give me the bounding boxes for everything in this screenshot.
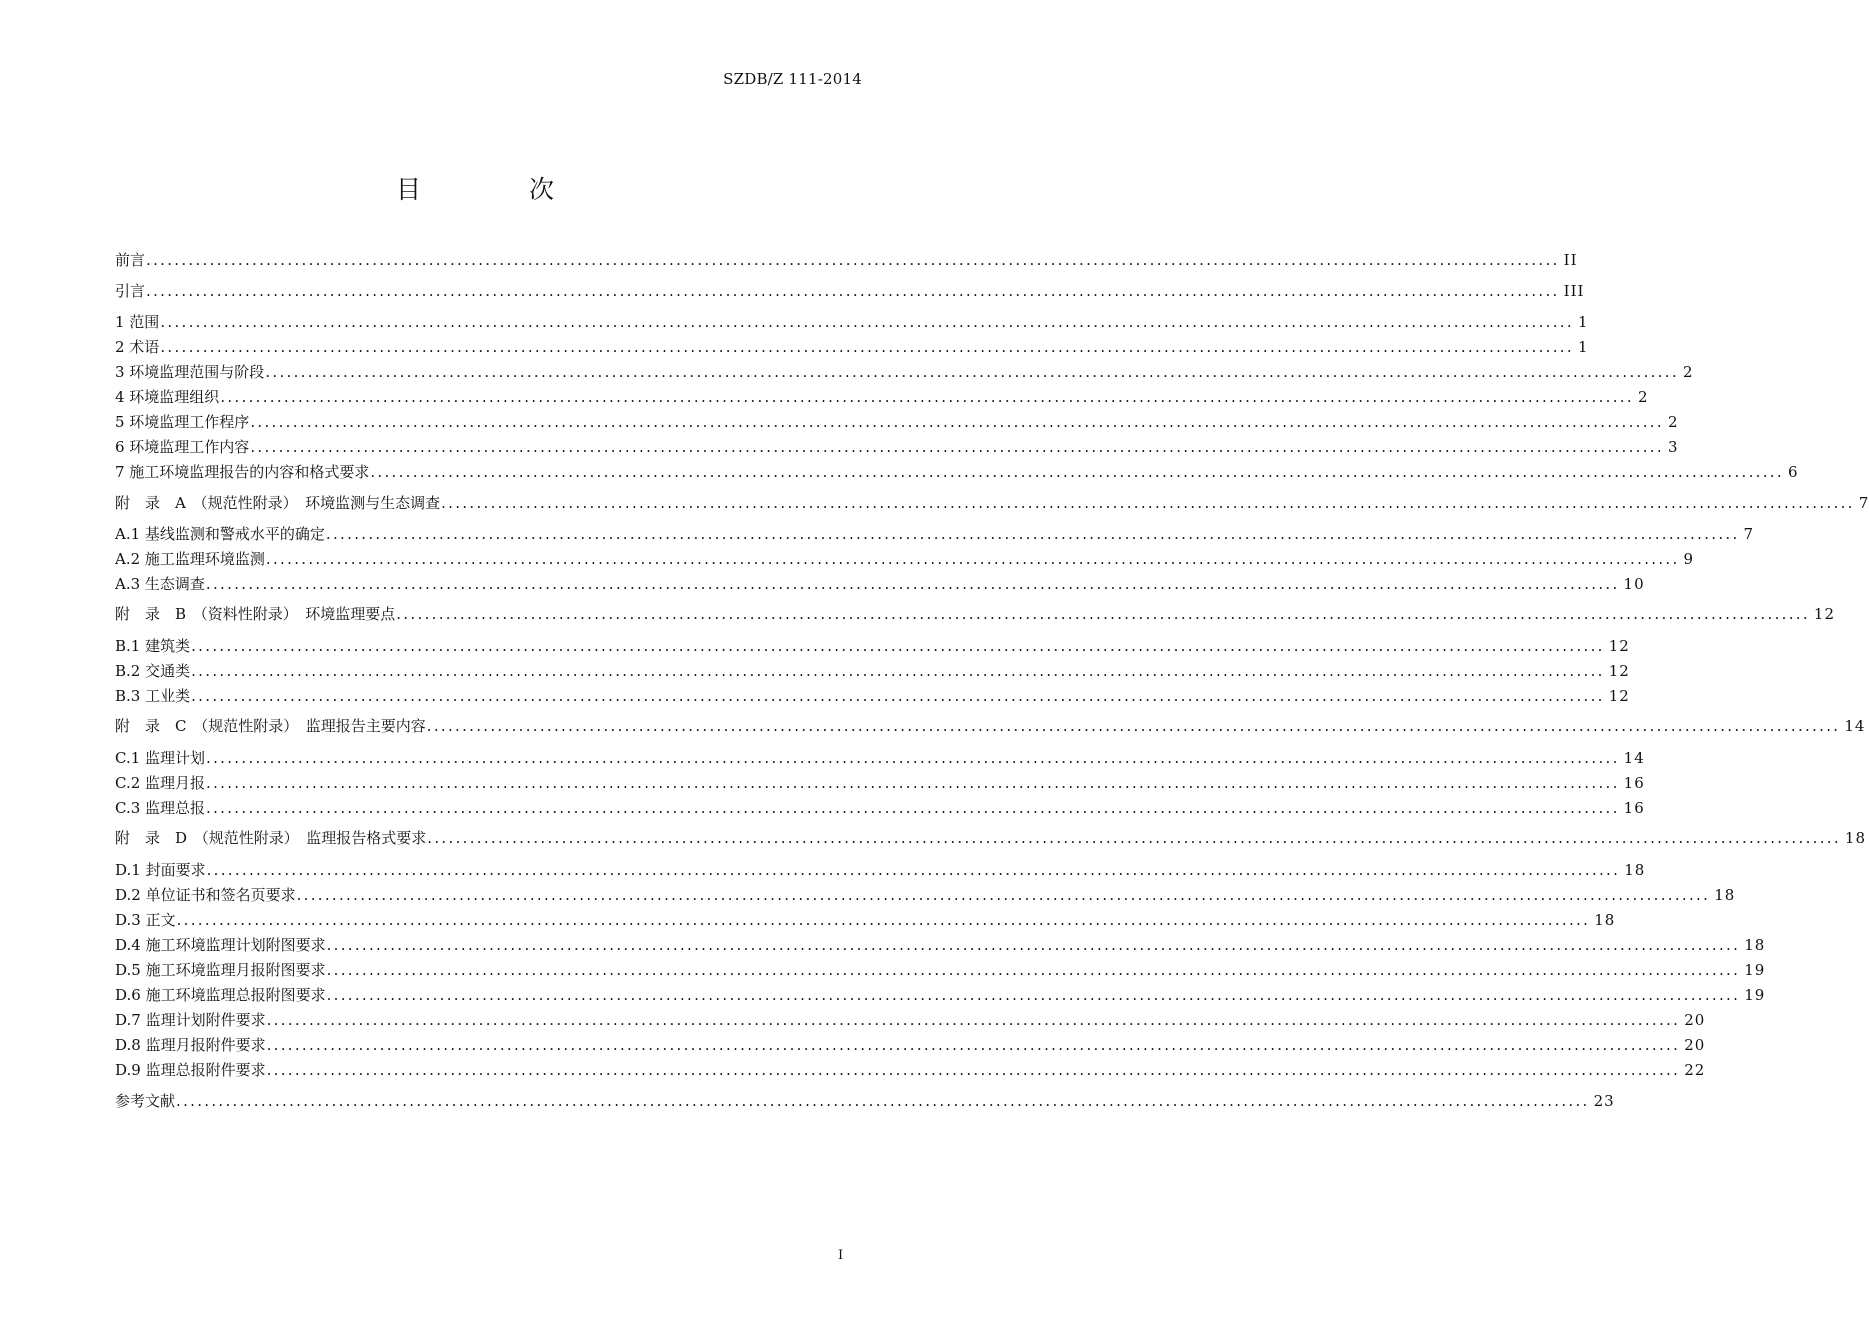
toc-leader-dots: ........................................................................................................................................................................................................ (427, 829, 1841, 847)
toc-entry[interactable] (115, 686, 1630, 706)
toc-leader-dots: ........................................................................................................................................................................................................ (176, 911, 1591, 929)
toc-entry[interactable] (115, 437, 1679, 457)
toc-entry[interactable] (115, 773, 1645, 793)
toc-entry-label: D.4 施工环境监理计划附图要求 (115, 936, 326, 954)
toc-leader-dots: ........................................................................................................................................................................................................ (205, 575, 1620, 593)
toc-leader-dots: ........................................................................................................................................................................................................ (370, 463, 1784, 481)
toc-leader-dots: ........................................................................................................................................................................................................ (191, 687, 1605, 705)
toc-entry-page: 18 (1594, 911, 1616, 929)
page-title: 目 次 (396, 175, 604, 204)
toc-entry-label: 3 环境监理范围与阶段 (115, 363, 265, 381)
toc-leader-dots: ........................................................................................................................................................................................................ (206, 774, 1620, 792)
toc-entry-page: 23 (1593, 1092, 1615, 1110)
toc-leader-dots: ........................................................................................................................................................................................................ (325, 525, 1740, 543)
toc-entry[interactable] (115, 935, 1766, 955)
toc-entry-page: 12 (1608, 637, 1630, 655)
toc-leader-dots: ........................................................................................................................................................................................................ (426, 717, 1841, 735)
toc-leader-dots: ........................................................................................................................................................................................................ (206, 749, 1620, 767)
toc-entry-label: A.1 基线监测和警戒水平的确定 (115, 525, 325, 543)
toc-entry[interactable] (115, 493, 1869, 513)
toc-leader-dots: ........................................................................................................................................................................................................ (160, 338, 1574, 356)
toc-entry-page: 9 (1683, 550, 1695, 568)
toc-entry[interactable] (115, 281, 1585, 301)
toc-entry-label: B.3 工业类 (115, 687, 191, 705)
toc-entry[interactable] (115, 312, 1589, 332)
toc-entry-page: 3 (1667, 438, 1679, 456)
toc-entry-label: 附 录 C （规范性附录） 监理报告主要内容 (115, 717, 426, 735)
toc-entry-label: 1 范围 (115, 313, 160, 331)
toc-leader-dots: ........................................................................................................................................................................................................ (266, 1036, 1681, 1054)
toc-entry-label: A.2 施工监理环境监测 (115, 550, 265, 568)
toc-entry-page: 16 (1623, 799, 1645, 817)
toc-leader-dots: ........................................................................................................................................................................................................ (176, 1092, 1590, 1110)
toc-entry-label: 5 环境监理工作程序 (115, 413, 250, 431)
toc-entry[interactable] (115, 860, 1646, 880)
toc-entry-page: 2 (1667, 413, 1679, 431)
toc-entry-page: 19 (1744, 986, 1766, 1004)
toc-entry-page: 19 (1744, 961, 1766, 979)
toc-entry-label: C.1 监理计划 (115, 749, 206, 767)
document-code: SZDB/Z 111-2014 (723, 70, 862, 88)
toc-entry-page: 6 (1787, 463, 1799, 481)
toc-entry-page: 16 (1623, 774, 1645, 792)
toc-entry-label: 引言 (115, 282, 146, 300)
toc-leader-dots: ........................................................................................................................................................................................................ (265, 550, 1680, 568)
toc-entry-label: 附 录 D （规范性附录） 监理报告格式要求 (115, 829, 427, 847)
toc-entry-page: 7 (1858, 494, 1869, 512)
toc-leader-dots: ........................................................................................................................................................................................................ (441, 494, 1855, 512)
toc-entry-page: II (1563, 251, 1578, 269)
toc-entry[interactable] (115, 387, 1649, 407)
toc-entry-label: D.5 施工环境监理月报附图要求 (115, 961, 326, 979)
toc-entry[interactable] (115, 910, 1616, 930)
toc-leader-dots: ........................................................................................................................................................................................................ (396, 605, 1810, 623)
toc-leader-dots: ........................................................................................................................................................................................................ (191, 637, 1605, 655)
toc-entry-label: B.2 交通类 (115, 662, 191, 680)
toc-entry-label: 7 施工环境监理报告的内容和格式要求 (115, 463, 370, 481)
toc-entry[interactable] (115, 636, 1630, 656)
toc-leader-dots: ........................................................................................................................................................................................................ (250, 413, 1664, 431)
toc-entry[interactable] (115, 250, 1578, 270)
toc-entry-label: D.3 正文 (115, 911, 176, 929)
toc-entry-page: 18 (1714, 886, 1736, 904)
toc-entry[interactable] (115, 960, 1766, 980)
toc-entry[interactable] (115, 885, 1736, 905)
toc-entry-label: D.8 监理月报附件要求 (115, 1036, 266, 1054)
toc-entry-label: D.6 施工环境监理总报附图要求 (115, 986, 326, 1004)
toc-entry[interactable] (115, 574, 1645, 594)
toc-leader-dots: ........................................................................................................................................................................................................ (160, 313, 1574, 331)
toc-leader-dots: ........................................................................................................................................................................................................ (146, 282, 1560, 300)
toc-entry-label: 附 录 A （规范性附录） 环境监测与生态调查 (115, 494, 441, 512)
toc-entry[interactable] (115, 549, 1695, 569)
toc-entry[interactable] (115, 716, 1866, 736)
toc-entry-page: 20 (1684, 1036, 1706, 1054)
toc-entry-label: C.2 监理月报 (115, 774, 206, 792)
toc-entry[interactable] (115, 985, 1766, 1005)
toc-entry[interactable] (115, 412, 1679, 432)
toc-entry-page: 12 (1813, 605, 1836, 623)
toc-entry[interactable] (115, 1035, 1706, 1055)
toc-entry-page: 18 (1744, 936, 1766, 954)
toc-entry-label: D.7 监理计划附件要求 (115, 1011, 266, 1029)
toc-entry[interactable] (115, 748, 1645, 768)
toc-entry-page: 14 (1844, 717, 1866, 735)
toc-entry-label: 2 术语 (115, 338, 160, 356)
toc-entry-page: 12 (1608, 687, 1630, 705)
toc-entry-page: 2 (1682, 363, 1694, 381)
toc-leader-dots: ........................................................................................................................................................................................................ (296, 886, 1711, 904)
toc-entry-page: 18 (1844, 829, 1867, 847)
toc-entry-page: 1 (1577, 313, 1589, 331)
toc-entry-page: 14 (1623, 749, 1645, 767)
toc-leader-dots: ........................................................................................................................................................................................................ (206, 861, 1621, 879)
toc-leader-dots: ........................................................................................................................................................................................................ (266, 1061, 1681, 1079)
toc-entry[interactable] (115, 1060, 1706, 1080)
toc-entry-page: 22 (1684, 1061, 1706, 1079)
toc-entry[interactable] (115, 798, 1645, 818)
page-number: I (838, 1248, 844, 1263)
toc-entry-label: A.3 生态调查 (115, 575, 205, 593)
toc-leader-dots: ........................................................................................................................................................................................................ (266, 1011, 1681, 1029)
toc-entry-label: 4 环境监理组织 (115, 388, 220, 406)
toc-leader-dots: ........................................................................................................................................................................................................ (326, 986, 1741, 1004)
toc-entry-label: D.9 监理总报附件要求 (115, 1061, 266, 1079)
toc-leader-dots: ........................................................................................................................................................................................................ (206, 799, 1620, 817)
toc-entry-page: III (1563, 282, 1585, 300)
toc-leader-dots: ........................................................................................................................................................................................................ (265, 363, 1679, 381)
toc-entry-label: C.3 监理总报 (115, 799, 206, 817)
toc-entry-label: 6 环境监理工作内容 (115, 438, 250, 456)
toc-entry-page: 20 (1684, 1011, 1706, 1029)
toc-entry-page: 1 (1577, 338, 1589, 356)
toc-leader-dots: ........................................................................................................................................................................................................ (326, 961, 1741, 979)
toc-leader-dots: ........................................................................................................................................................................................................ (191, 662, 1605, 680)
toc-leader-dots: ........................................................................................................................................................................................................ (220, 388, 1634, 406)
toc-entry-label: B.1 建筑类 (115, 637, 191, 655)
toc-entry[interactable] (115, 524, 1755, 544)
toc-entry-page: 2 (1637, 388, 1649, 406)
toc-entry-label: D.1 封面要求 (115, 861, 206, 879)
toc-entry[interactable] (115, 604, 1836, 624)
toc-entry[interactable] (115, 362, 1694, 382)
toc-entry-label: D.2 单位证书和签名页要求 (115, 886, 296, 904)
toc-entry-page: 12 (1608, 662, 1630, 680)
toc-entry[interactable] (115, 462, 1799, 482)
toc-entry-page: 10 (1623, 575, 1645, 593)
toc-entry-label: 前言 (115, 251, 146, 269)
toc-entry[interactable] (115, 661, 1630, 681)
toc-entry-label: 附 录 B （资料性附录） 环境监理要点 (115, 605, 396, 623)
toc-leader-dots: ........................................................................................................................................................................................................ (146, 251, 1560, 269)
toc-leader-dots: ........................................................................................................................................................................................................ (326, 936, 1741, 954)
toc-entry-page: 18 (1624, 861, 1646, 879)
toc-entry[interactable] (115, 1091, 1615, 1111)
toc-entry-page: 7 (1743, 525, 1755, 543)
toc-entry-label: 参考文献 (115, 1092, 176, 1110)
toc-leader-dots: ........................................................................................................................................................................................................ (250, 438, 1664, 456)
toc-entry[interactable] (115, 1010, 1706, 1030)
toc-entry[interactable] (115, 337, 1589, 357)
toc-entry[interactable] (115, 828, 1867, 848)
